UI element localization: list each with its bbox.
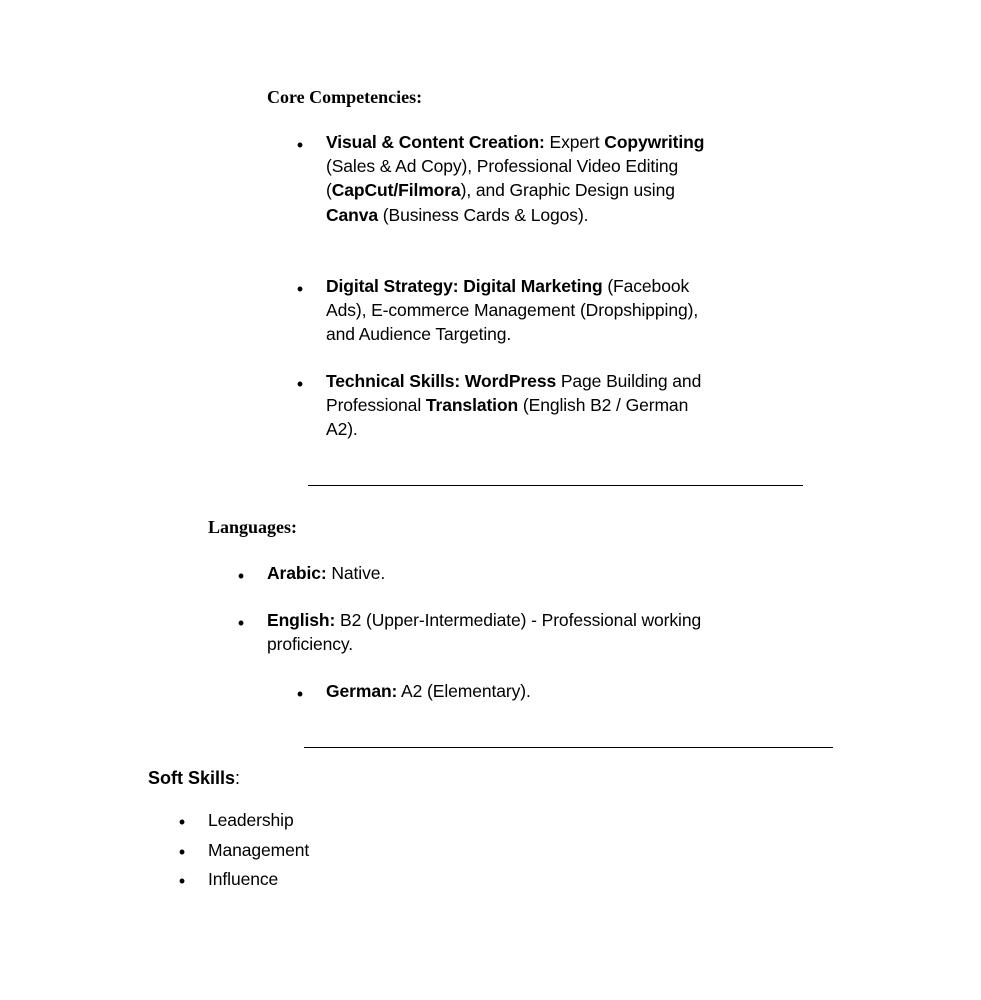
core-item-title: Technical Skills: — [326, 371, 461, 391]
languages-heading: Languages: — [208, 517, 298, 537]
core-item-title: Digital Strategy: — [326, 276, 459, 296]
core-item-visual-content: Visual & Content Creation: Expert Copywriting (Sales & Ad Copy), Professional Video Editing (CapCut/Filmora), and Graphic Design using Canva (Business Cards & Logos). — [326, 132, 705, 225]
soft-skill-item: Leadership — [208, 810, 294, 830]
section-divider — [304, 747, 833, 748]
section-divider — [308, 485, 803, 486]
soft-skill-item: Management — [208, 840, 310, 860]
core-competencies-heading: Core Competencies: — [267, 87, 423, 107]
bullet: • — [178, 812, 186, 832]
bullet: • — [296, 279, 304, 299]
bullet: • — [296, 135, 304, 155]
bullet: • — [178, 871, 186, 891]
soft-skills-heading: Soft Skills: — [148, 768, 241, 788]
bullet: • — [237, 613, 245, 633]
core-item-technical-skills: Technical Skills: WordPress Page Building and Professional Translation (English B2 / German A2). — [326, 371, 702, 440]
soft-skill-item: Influence — [208, 869, 279, 889]
language-english: English: B2 (Upper-Intermediate) - Professional working proficiency. — [267, 610, 702, 655]
bullet: • — [178, 842, 186, 862]
bullet: • — [296, 684, 304, 704]
core-item-title: Visual & Content Creation: — [326, 132, 545, 152]
bullet: • — [237, 566, 245, 586]
core-item-digital-strategy: Digital Strategy: Digital Marketing (Facebook Ads), E-commerce Management (Dropshipping), and Audience Targeting. — [326, 276, 699, 345]
language-german: German: A2 (Elementary). — [326, 681, 531, 701]
bullet: • — [296, 374, 304, 394]
language-arabic: Arabic: Native. — [267, 563, 386, 583]
